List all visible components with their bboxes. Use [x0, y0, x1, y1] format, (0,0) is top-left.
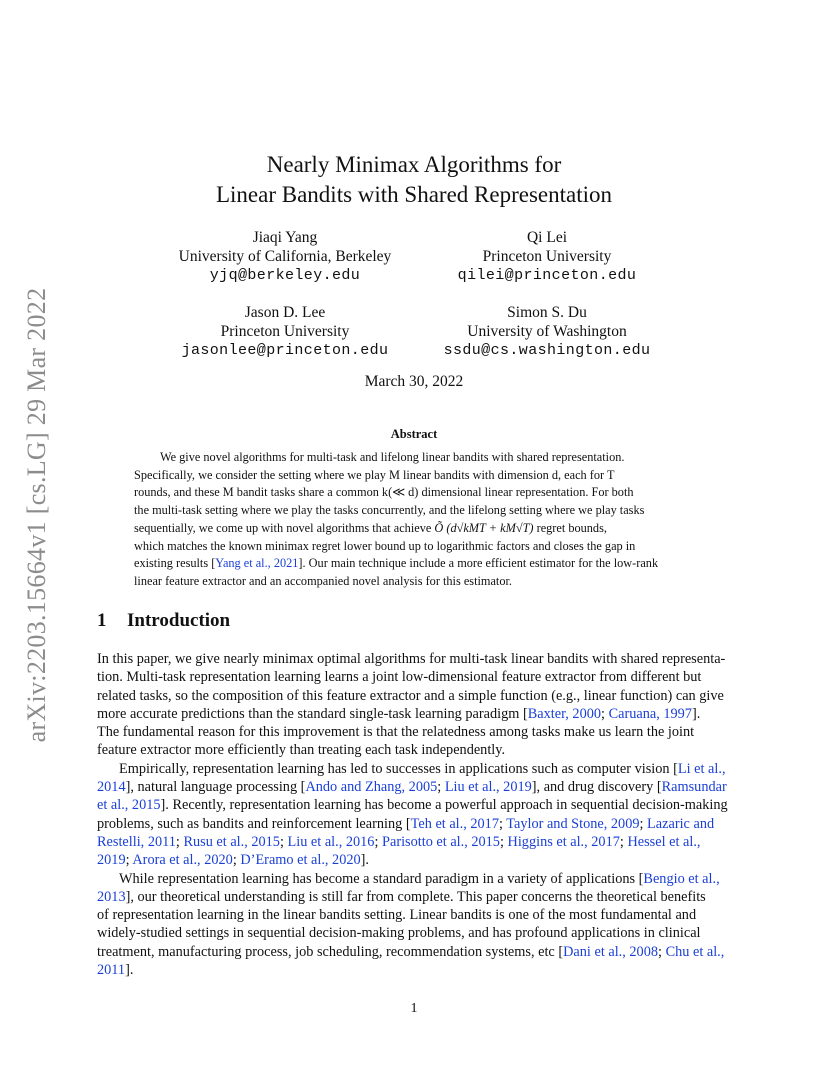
author-name: Qi Lei — [526, 229, 568, 246]
abstract-heading: Abstract — [390, 427, 438, 441]
citation-link[interactable]: Bengio et al., — [643, 870, 720, 887]
introduction-body — [97, 650, 733, 979]
citation-link[interactable]: Rusu et al., 2015 — [183, 833, 280, 850]
citation-link[interactable]: Taylor and Stone, 2009 — [506, 815, 640, 832]
citation-link[interactable]: Teh et al., 2017 — [410, 815, 499, 832]
citation-link[interactable]: Arora et al., 2020 — [132, 852, 233, 869]
citation-link[interactable]: Higgins et al., 2017 — [507, 833, 620, 850]
paragraph-line: 2011]. — [97, 962, 134, 979]
author-email: jasonlee@princeton.edu — [181, 342, 389, 359]
citation-link[interactable]: Parisotto et al., 2015 — [382, 833, 500, 850]
abstract-line: existing results [Yang et al., 2021]. Our main technique include a more efficient estimator for the low-rank — [134, 556, 659, 571]
abstract-line: linear feature extractor and an accompanied novel analysis for this estimator. — [134, 573, 512, 588]
author-block — [160, 303, 410, 360]
author-name: Jason D. Lee — [244, 304, 326, 321]
abstract-line: sequentially, we come up with novel algorithms that achieve Õ (d√kMT + kM√T) regret bounds, — [134, 520, 607, 535]
citation-link[interactable]: Dani et al., 2008 — [563, 943, 659, 960]
publication-date: March 30, 2022 — [364, 373, 464, 390]
author-name: Jiaqi Yang — [252, 229, 318, 246]
author-email: ssdu@cs.washington.edu — [443, 342, 651, 359]
section-heading: 1 Introduction — [97, 610, 231, 631]
citation-link[interactable]: 2013 — [97, 888, 126, 905]
paragraph-line: 2019; Arora et al., 2020; D’Eramo et al., 2020]. — [97, 852, 369, 869]
page-number: 1 — [410, 1001, 418, 1016]
regret-bound-formula: Õ (d√kMT + kM√T) — [434, 520, 534, 535]
author-affiliation: Princeton University — [220, 323, 350, 340]
citation-link[interactable]: Ando and Zhang, 2005 — [305, 779, 438, 796]
paragraph-line: treatment, manufacturing process, job scheduling, recommendation systems, etc [Dani et al., 2008; Chu et al., — [97, 943, 725, 960]
paragraph-line: related tasks, so the composition of this feature extractor and a simple function (e.g., linear function) can give — [97, 687, 724, 704]
citation-link[interactable]: 2014 — [97, 779, 126, 796]
author-block — [160, 228, 410, 285]
citation-link[interactable]: Yang et al., 2021 — [215, 556, 299, 571]
paragraph-line: feature extractor more efficiently than treating each task independently. — [97, 742, 506, 759]
citation-link[interactable]: Lazaric and — [647, 815, 715, 832]
author-affiliation: University of Washington — [467, 323, 627, 340]
citation-link[interactable]: Hessel et al., — [627, 833, 701, 850]
abstract-line: which matches the known minimax regret lower bound up to logarithmic factors and closes the gap in — [134, 538, 636, 553]
citation-link[interactable]: 2011 — [97, 962, 126, 979]
paragraph-line: 2013], our theoretical understanding is still far from complete. This paper concerns the theoretical benefits — [97, 888, 706, 905]
paragraph-line: Empirically, representation learning has led to successes in applications such as computer vision [Li et al., — [119, 760, 726, 777]
author-block — [422, 228, 672, 285]
citation-link[interactable]: Ramsundar — [661, 779, 727, 796]
abstract-line: rounds, and these M bandit tasks share a common k(≪ d) dimensional linear representation. For both — [134, 485, 634, 500]
citation-link[interactable]: Restelli, 2011 — [97, 833, 176, 850]
paragraph-line: While representation learning has become a standard paradigm in a variety of applications [Bengio et al., — [119, 870, 720, 887]
abstract-body — [134, 449, 694, 591]
author-name: Simon S. Du — [507, 304, 587, 321]
citation-link[interactable]: Baxter, 2000 — [527, 705, 602, 722]
abstract-line: We give novel algorithms for multi-task and lifelong linear bandits with shared representation. — [160, 450, 625, 464]
author-block — [422, 303, 672, 360]
author-email: yjq@berkeley.edu — [209, 267, 361, 284]
paragraph-line: 2014], natural language processing [Ando and Zhang, 2005; Liu et al., 2019], and drug discovery [Ramsundar — [97, 779, 727, 796]
citation-link[interactable]: D’Eramo et al., 2020 — [240, 852, 361, 869]
paragraph-line: In this paper, we give nearly minimax optimal algorithms for multi-task linear bandits with shared representa- — [97, 651, 726, 667]
paper-title-line-2: Linear Bandits with Shared Representation — [215, 182, 612, 207]
paragraph-line: of representation learning in the linear bandits setting. Linear bandits is one of the most fundamental and — [97, 907, 697, 924]
citation-link[interactable]: Chu et al., — [665, 943, 725, 960]
paragraph-line: problems, such as bandits and reinforcement learning [Teh et al., 2017; Taylor and Stone, 2009; Lazaric and — [97, 815, 715, 832]
abstract-line: the multi-task setting where we play the tasks concurrently, and the lifelong setting where we play tasks — [134, 503, 645, 518]
arxiv-identifier: arXiv:2203.15664v1 [cs.LG] 29 Mar 2022 — [22, 287, 51, 742]
author-email: qilei@princeton.edu — [457, 267, 637, 284]
paragraph-line: tion. Multi-task representation learning learns a joint low-dimensional feature extractor from different but — [97, 669, 702, 686]
paragraph-line: widely-studied settings in sequential decision-making problems, and has profound applications in clinical — [97, 925, 701, 942]
citation-link[interactable]: Liu et al., 2019 — [444, 779, 532, 796]
citation-link[interactable]: 2019 — [97, 852, 126, 869]
paper-title-line-1: Nearly Minimax Algorithms for — [266, 152, 562, 177]
paragraph-line: more accurate predictions than the standard single-task learning paradigm [Baxter, 2000; Caruana, 1997]. — [97, 705, 701, 722]
paragraph-line: Restelli, 2011; Rusu et al., 2015; Liu et al., 2016; Parisotto et al., 2015; Higgins et al., 2017; Hessel et al., — [97, 833, 701, 850]
author-affiliation: University of California, Berkeley — [178, 248, 392, 265]
paragraph-line: The fundamental reason for this improvement is that the relatedness among tasks make us learn the joint — [97, 724, 695, 741]
citation-link[interactable]: Liu et al., 2016 — [287, 833, 375, 850]
citation-link[interactable]: et al., 2015 — [97, 797, 161, 814]
abstract-line: Specifically, we consider the setting where we play M linear bandits with dimension d, each for T — [134, 467, 615, 482]
author-affiliation: Princeton University — [482, 248, 612, 265]
citation-link[interactable]: Li et al., — [677, 760, 726, 777]
citation-link[interactable]: Caruana, 1997 — [608, 705, 692, 722]
paragraph-line: et al., 2015]. Recently, representation learning has become a powerful approach in sequential decision-making — [97, 797, 728, 814]
